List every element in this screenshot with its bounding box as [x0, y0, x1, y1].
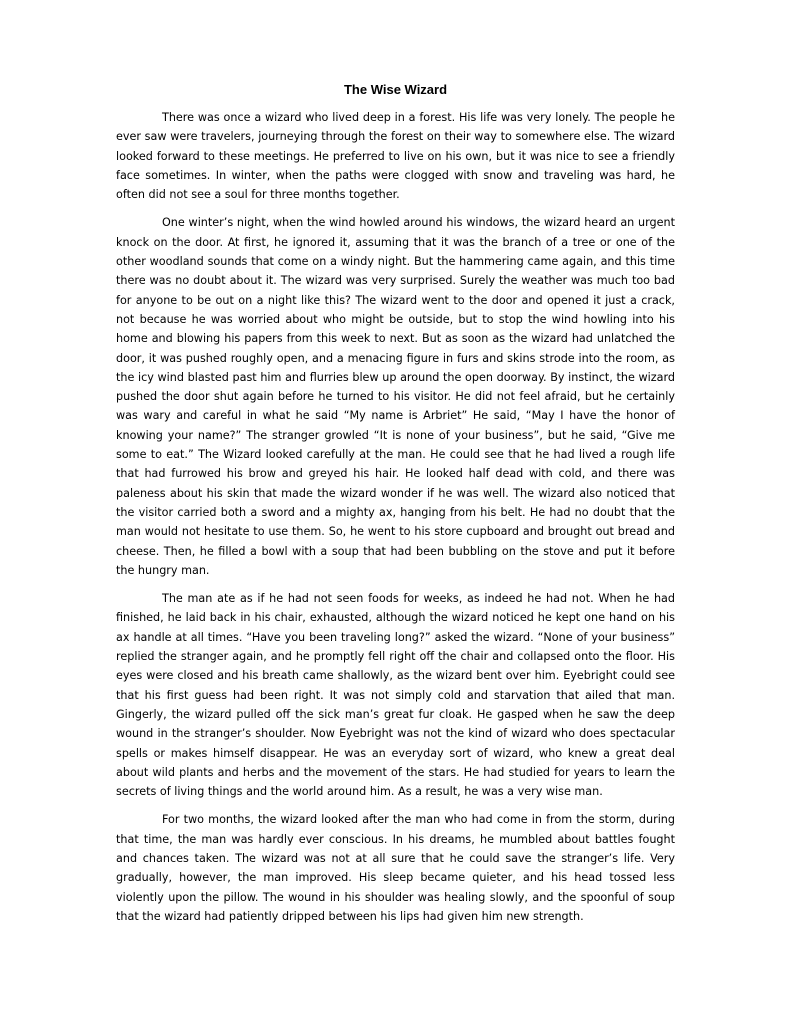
paragraph-2: One winter’s night, when the wind howled around his windows, the wizard heard an urgent knock on the door. At first, he ignored it, assuming that it was the branch of a tree or one of the other woodland sounds that come on a windy night. But the hammering came again, and this time there was no doubt about it. The wizard was very surprised. Surely the weather was much too bad for anyone to be out on a night like this? The wizard went to the door and opened it just a crack, not because he was worried about who might be outside, but to stop the wind howling into his home and blowing his papers from this week to next. But as soon as the wizard had unlatched the door, it was pushed roughly open, and a menacing figure in furs and skins strode into the room, as the icy wind blasted past him and flurries blew up around the open doorway. By instinct, the wizard pushed the door shut again before he turned to his visitor. He did not feel afraid, but he certainly was wary and careful in what he said “My name is Arbriet” He said, “May I have the honor of knowing your name?” The stranger growled “It is none of your business”, but he said, “Give me some to eat.” The Wizard looked carefully at the man. He could see that he had lived a rough life that had furrowed his brow and greyed his hair. He looked half dead with cold, and there was paleness about his skin that made the wizard wonder if he was well. The wizard also noticed that the visitor carried both a sword and a mighty ax, hanging from his belt. He had no doubt that the man would not hesitate to use them. So, he went to his store cupboard and brought out bread and cheese. Then, he filled a bowl with a soup that had been bubbling on the stove and put it before the hungry man.: [116, 216, 675, 577]
paragraph-3: The man ate as if he had not seen foods for weeks, as indeed he had not. When he had finished, he laid back in his chair, exhausted, although the wizard noticed he kept one hand on his ax handle at all times. “Have you been traveling long?” asked the wizard. “None of your business” replied the stranger again, and he promptly fell right off the chair and collapsed onto the floor. His eyes were closed and his breath came shallowly, as the wizard bent over him. Eyebright could see that his first guess had been right. It was not simply cold and starvation that ailed that man. Gingerly, the wizard pulled off the sick man’s great fur cloak. He gasped when he saw the deep wound in the stranger’s shoulder. Now Eyebright was not the kind of wizard who does spectacular spells or makes himself disappear. He was an everyday sort of wizard, who knew a great deal about wild plants and herbs and the movement of the stars. He had studied for years to learn the secrets of living things and the world around him. As a result, he was a very wise man.: [116, 592, 675, 799]
document-body: [116, 108, 675, 935]
paragraph-1: There was once a wizard who lived deep in a forest. His life was very lonely. The people he ever saw were travelers, journeying through the forest on their way to somewhere else. The wizard looked forward to these meetings. He preferred to live on his own, but it was nice to see a friendly face sometimes. In winter, when the paths were clogged with snow and traveling was hard, he often did not see a soul for three months together.: [116, 111, 675, 202]
document-title: The Wise Wizard: [343, 82, 448, 97]
paragraph-4: For two months, the wizard looked after the man who had come in from the storm, during that time, the man was hardly ever conscious. In his dreams, he mumbled about battles fought and chances taken. The wizard was not at all sure that he could save the stranger’s life. Very gradually, however, the man improved. His sleep became quieter, and his head tossed less violently upon the pillow. The wound in his shoulder was healing slowly, and the spoonful of soup that the wizard had patiently dripped between his lips had given him new strength.: [116, 813, 675, 923]
